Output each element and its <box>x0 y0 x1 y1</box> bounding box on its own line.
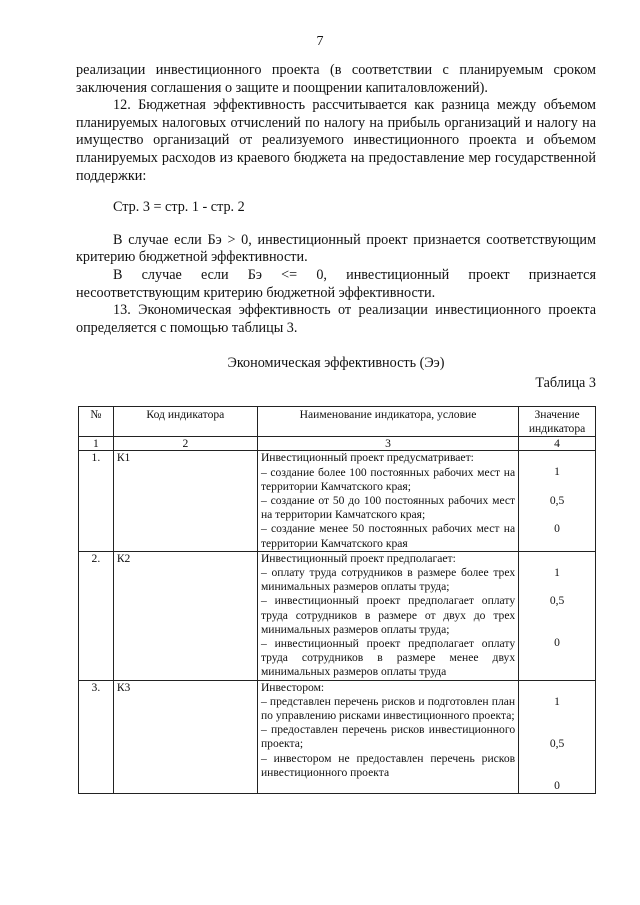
indicator-value: 0 <box>554 636 560 650</box>
indicator-code: К3 <box>113 680 257 794</box>
header-name: Наименование индикатора, условие <box>257 407 518 437</box>
condition-item: – оплату труда сотрудников в размере более трех минимальных размеров оплаты труда; <box>260 566 516 594</box>
table-label: Таблица 3 <box>535 374 596 391</box>
col-number-2: 2 <box>113 437 257 451</box>
indicator-values <box>519 451 596 551</box>
indicator-table <box>78 406 596 794</box>
indicator-value: 0,5 <box>549 594 565 608</box>
page-number: 7 <box>316 34 324 49</box>
header-number: № <box>79 407 114 437</box>
indicator-value: 0 <box>554 521 560 535</box>
row-number: 2. <box>79 551 114 680</box>
indicator-code: К2 <box>113 551 257 680</box>
column-number-row <box>79 437 596 451</box>
indicator-value: 1 <box>554 465 560 479</box>
indicator-value: 1 <box>554 565 560 579</box>
paragraph-continuation: реализации инвестиционного проекта (в соответствии с планируемым сроком заключения соглашения о защите и поощрении капиталовложений). <box>76 62 596 96</box>
paragraph-13: 13. Экономическая эффективность от реализации инвестиционного проекта определяется с помощью таблицы 3. <box>76 302 596 336</box>
indicator-value: 0,5 <box>549 736 565 750</box>
condition-item: – инвестиционный проект предполагает оплату труда сотрудников в размере менее двух минимальных размеров оплаты труда <box>260 637 516 679</box>
col-number-3: 3 <box>257 437 518 451</box>
header-value: Значение индикатора <box>519 407 596 437</box>
indicator-conditions <box>257 551 518 680</box>
table-title: Экономическая эффективность (Ээ) <box>227 355 445 372</box>
indicator-code: К1 <box>113 451 257 551</box>
indicator-conditions <box>257 680 518 794</box>
condition-lead: Инвестиционный проект предусматривает: <box>260 451 474 465</box>
condition-item: – инвестиционный проект предполагает оплату труда сотрудников в размере от двух до трех минимальных размеров оплаты труда; <box>260 594 516 636</box>
condition-lead: Инвестиционный проект предполагает: <box>260 551 456 565</box>
row-number: 3. <box>79 680 114 794</box>
condition-item: – создание менее 50 постоянных рабочих мест на территории Камчатского края <box>260 522 516 550</box>
condition-item: – представлен перечень рисков и подготовлен план по управлению рисками инвестиционного проекта; <box>260 694 516 723</box>
condition-lead: Инвестором: <box>260 680 325 694</box>
indicator-value: 0 <box>554 779 560 793</box>
table-header-row <box>79 407 596 437</box>
col-number-1: 1 <box>79 437 114 451</box>
condition-item: – инвестором не предоставлен перечень рисков инвестиционного проекта <box>260 751 516 779</box>
table-row <box>79 451 596 551</box>
condition-item: – предоставлен перечень рисков инвестиционного проекта; <box>260 723 516 751</box>
document-body <box>76 62 596 393</box>
indicator-values <box>519 680 596 794</box>
paragraph-12: 12. Бюджетная эффективность рассчитывается как разница между объемом планируемых налоговых отчислений по налогу на прибыль организаций и налогу на имущество организаций от реализуемого инвестиционного проекта и объемом планируемых расходов из краевого бюджета на предоставление мер государственной поддержки: <box>76 97 596 184</box>
formula: Стр. 3 = стр. 1 - стр. 2 <box>113 199 245 216</box>
table-row <box>79 680 596 794</box>
indicator-values <box>519 551 596 680</box>
indicator-value: 1 <box>554 694 560 708</box>
indicator-conditions <box>257 451 518 551</box>
condition-item: – создание от 50 до 100 постоянных рабочих мест на территории Камчатского края; <box>260 494 516 522</box>
paragraph-budget-negative: В случае если Бэ <= 0, инвестиционный проект признается несоответствующим критерию бюджетной эффективности. <box>76 266 596 301</box>
paragraph-budget-positive: В случае если Бэ > 0, инвестиционный проект признается соответствующим критерию бюджетной эффективности. <box>76 231 596 266</box>
row-number: 1. <box>79 451 114 551</box>
table-row <box>79 551 596 680</box>
col-number-4: 4 <box>519 437 596 451</box>
condition-item: – создание более 100 постоянных рабочих мест на территории Камчатского края; <box>260 465 516 493</box>
indicator-value: 0,5 <box>549 493 565 507</box>
header-code: Код индикатора <box>113 407 257 437</box>
